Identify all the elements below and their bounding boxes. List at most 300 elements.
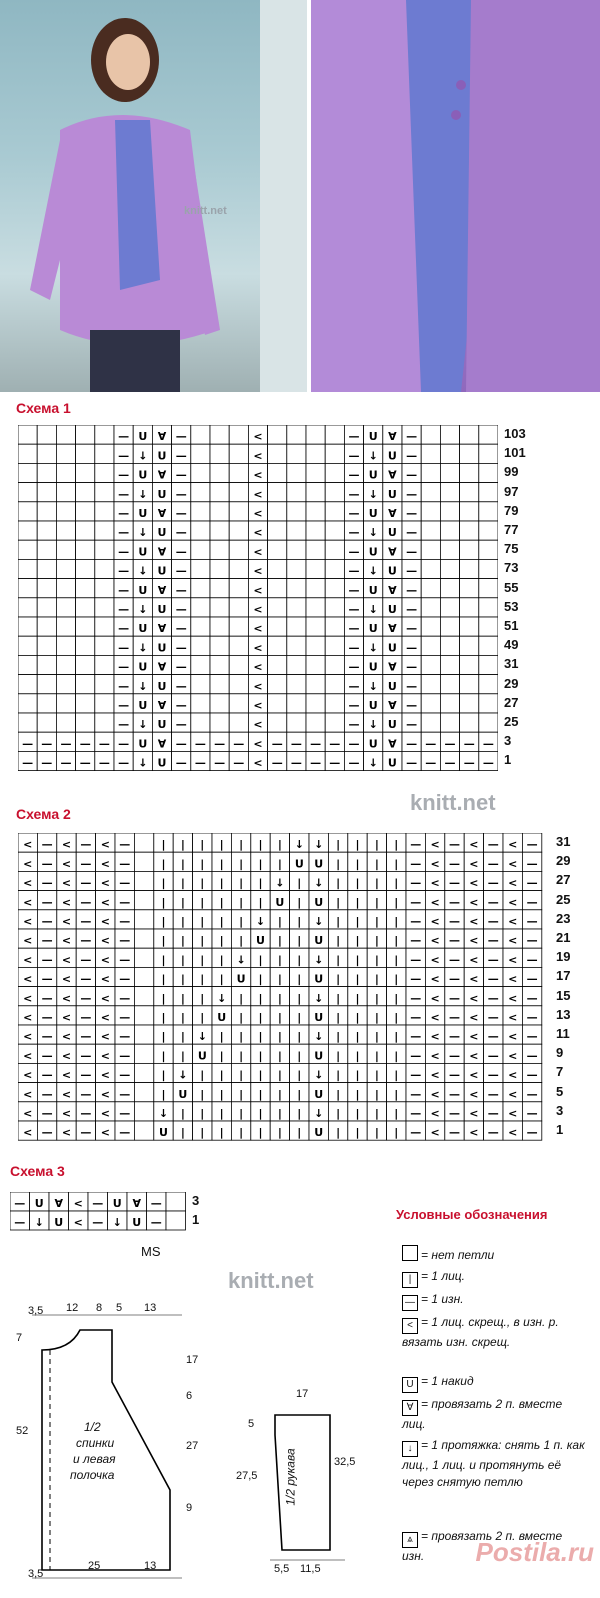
chart-symbol: — [410, 876, 422, 890]
chart-symbol: | [277, 857, 282, 871]
chart-symbol: < [23, 876, 33, 890]
chart-symbol: — [119, 972, 131, 986]
row-label: 73 [504, 560, 519, 576]
chart-symbol: | [374, 876, 379, 890]
chart-cell [76, 579, 95, 598]
chart-symbol: | [200, 1107, 205, 1120]
chart-symbol: < [73, 1197, 83, 1210]
chart-symbol: | [239, 991, 244, 1005]
chart-symbol: — [487, 876, 499, 890]
chart-cell [56, 425, 75, 444]
chart-symbol: U [275, 895, 285, 909]
chart-symbol: | [374, 1068, 379, 1082]
chart-symbol: — [406, 603, 418, 616]
closeup-illustration [311, 0, 600, 392]
chart-symbol: — [348, 545, 360, 559]
chart-symbol: < [253, 583, 263, 597]
chart-symbol: < [61, 1087, 72, 1101]
chart-cell [325, 598, 344, 617]
chart-symbol: ↓ [294, 838, 304, 852]
chart-symbol: ↓ [314, 991, 324, 1005]
chart-symbol: < [469, 972, 479, 986]
legend-symbol: U [402, 1377, 418, 1393]
chart-symbol: | [200, 1087, 205, 1101]
chart-cell [18, 579, 37, 598]
chart-symbol: | [374, 838, 379, 852]
chart-cell [479, 444, 498, 463]
chart-symbol: — [410, 953, 422, 967]
chart-symbol: — [406, 679, 418, 693]
chart-symbol: ∀ [388, 660, 397, 674]
chart-symbol: — [118, 718, 130, 732]
chart-symbol: < [508, 1126, 518, 1140]
chart-symbol: U [314, 1049, 324, 1063]
chart-symbol: | [161, 934, 166, 948]
chart-symbol: | [161, 1030, 166, 1044]
chart-symbol: | [277, 991, 282, 1005]
chart-cell [479, 559, 498, 578]
chart-cell [268, 579, 287, 598]
chart-symbol: | [277, 1068, 282, 1082]
chart-cell [95, 444, 114, 463]
chart-symbol: | [336, 1011, 341, 1024]
chart-symbol: | [161, 1011, 166, 1024]
chart-cell [18, 675, 37, 694]
chart-cell [421, 502, 440, 521]
chart-cell [76, 502, 95, 521]
chart-symbol: < [253, 507, 263, 520]
chart-symbol: — [449, 972, 460, 986]
chart-symbol: U [368, 660, 378, 674]
chart-symbol: < [253, 487, 263, 501]
chart-cell [95, 655, 114, 674]
chart-cell [18, 425, 37, 444]
chart-symbol: — [482, 756, 494, 770]
row-label: 9 [556, 1045, 564, 1061]
chart-cell [76, 540, 95, 559]
chart-cell [134, 1044, 153, 1063]
chart-cell [76, 675, 95, 694]
chart-symbol: — [80, 857, 92, 871]
chart-cell [421, 636, 440, 655]
chart-cell [95, 617, 114, 636]
chart-symbol: — [449, 1087, 460, 1101]
chart-symbol: | [394, 972, 399, 986]
chart-symbol: < [61, 1030, 72, 1044]
chart-symbol: — [449, 953, 460, 967]
chart-cell [287, 483, 306, 502]
chart-cell [37, 636, 56, 655]
legend-symbol [402, 1245, 418, 1261]
chart-symbol: — [410, 1011, 422, 1024]
chart-cell [229, 483, 248, 502]
chart-symbol: — [290, 756, 302, 770]
chart-cell [229, 540, 248, 559]
chart-symbol: | [374, 972, 379, 986]
chart-symbol: | [239, 838, 244, 852]
chart-symbol: — [348, 583, 360, 597]
chart-symbol: < [100, 857, 110, 871]
chart-cell [287, 655, 306, 674]
chart-symbol: — [406, 449, 418, 463]
chart-cell [56, 713, 75, 732]
chart-cell [440, 694, 459, 713]
chart-symbol: — [406, 699, 418, 712]
chart-symbol: — [526, 934, 538, 948]
chart-symbol: | [336, 1068, 341, 1082]
chart-cell [76, 521, 95, 540]
chart-symbol: | [239, 1011, 244, 1024]
chart-symbol: < [430, 1030, 440, 1044]
chart-cell [440, 540, 459, 559]
chart-cell [268, 502, 287, 521]
chart-symbol: U [138, 583, 148, 597]
chart-symbol: | [180, 1126, 185, 1140]
chart-symbol: < [508, 876, 518, 890]
chart-symbol: ∀ [388, 430, 397, 444]
chart-cell [56, 521, 75, 540]
chart-symbol: < [23, 1011, 33, 1024]
chart-symbol: — [348, 660, 360, 674]
chart-cell [287, 502, 306, 521]
chart-symbol: — [118, 468, 130, 482]
chart-cell [325, 579, 344, 598]
chart-symbol: — [487, 1030, 499, 1044]
chart-cell [421, 559, 440, 578]
chart-symbol: — [118, 641, 130, 655]
chart-symbol: — [406, 507, 418, 520]
chart-symbol: | [355, 1107, 360, 1120]
chart-symbol: — [410, 1126, 422, 1140]
chart-symbol: | [355, 857, 360, 871]
legend-skp: ↓ = 1 протяжка: снять 1 п. как лиц., 1 лиц. и протянуть её через снятую петлю [402, 1438, 585, 1489]
row-label: 27 [504, 694, 519, 710]
chart-symbol: — [175, 603, 187, 616]
chart-symbol: — [41, 895, 53, 909]
chart-symbol: — [406, 564, 418, 578]
chart-symbol: | [297, 1107, 302, 1120]
chart-symbol: < [61, 1011, 72, 1024]
chart-cell [479, 713, 498, 732]
chart-symbol: | [161, 991, 166, 1005]
chart-symbol: ↓ [138, 526, 148, 540]
dim-right-4: 9 [186, 1502, 193, 1514]
chart-cell [37, 521, 56, 540]
chart-symbol: | [258, 1107, 263, 1120]
chart-symbol: U [368, 737, 378, 751]
scheme1-grid [18, 425, 498, 775]
chart-symbol: < [61, 991, 72, 1005]
chart-symbol: U [314, 934, 324, 948]
chart-symbol: < [469, 1087, 479, 1101]
chart-symbol: ∀ [157, 468, 167, 482]
model-photo-closeup [311, 0, 600, 392]
chart-symbol: — [487, 895, 499, 909]
chart-cell [56, 675, 75, 694]
chart-cell [37, 425, 56, 444]
chart-symbol: | [161, 953, 166, 967]
chart-symbol: — [526, 895, 538, 909]
chart-symbol: U [256, 934, 265, 948]
chart-symbol: — [119, 857, 131, 871]
chart-symbol: < [469, 857, 479, 871]
chart-symbol: ∀ [388, 737, 397, 751]
chart-cell [268, 425, 287, 444]
chart-symbol: U [368, 430, 378, 444]
chart-symbol: — [526, 1126, 538, 1140]
chart-symbol: | [258, 1030, 263, 1044]
chart-cell [440, 713, 459, 732]
chart-cell [37, 579, 56, 598]
chart-symbol: < [430, 1126, 440, 1140]
chart-symbol: | [355, 972, 360, 986]
chart-cell [421, 540, 440, 559]
chart-symbol: — [214, 737, 226, 751]
chart-cell [325, 694, 344, 713]
chart-symbol: U [387, 679, 397, 693]
chart-symbol: U [197, 1049, 207, 1063]
chart-cell [56, 559, 75, 578]
chart-symbol: ↓ [138, 603, 148, 616]
chart-cell [76, 463, 95, 482]
chart-symbol: — [348, 526, 360, 540]
row-label: 1 [504, 752, 512, 768]
row-label: 25 [556, 891, 571, 907]
chart-symbol: — [150, 1197, 162, 1210]
chart-symbol: | [239, 1107, 244, 1120]
chart-cell [95, 713, 114, 732]
chart-symbol: — [119, 1049, 131, 1063]
chart-cell [134, 967, 153, 986]
chart-cell [18, 713, 37, 732]
chart-cell [191, 655, 210, 674]
chart-symbol: — [175, 679, 187, 693]
chart-symbol: — [118, 526, 130, 540]
chart-symbol: ↓ [368, 718, 378, 732]
chart-symbol: — [41, 857, 53, 871]
chart-symbol: < [469, 1068, 479, 1082]
chart-cell [440, 598, 459, 617]
chart-cell [18, 694, 37, 713]
chart-symbol: | [277, 915, 282, 928]
chart-symbol: < [23, 953, 33, 967]
chart-symbol: — [41, 953, 53, 967]
chart-cell [440, 675, 459, 694]
chart-cell [229, 598, 248, 617]
chart-cell [268, 617, 287, 636]
chart-symbol: — [175, 737, 187, 751]
chart-symbol: < [23, 1126, 33, 1140]
chart-symbol: — [348, 622, 360, 636]
legend-title: Условные обозначения [396, 1207, 548, 1222]
chart-cell [191, 540, 210, 559]
chart-symbol: — [348, 699, 360, 712]
row-label: 11 [556, 1026, 570, 1041]
chart-cell [306, 713, 325, 732]
chart-symbol: | [336, 895, 341, 909]
chart-symbol: | [219, 953, 224, 967]
chart-symbol: | [219, 915, 224, 928]
chart-cell [479, 617, 498, 636]
chart-symbol: < [23, 1030, 33, 1044]
chart-cell [37, 559, 56, 578]
chart-symbol: — [194, 737, 206, 751]
chart-cell [306, 617, 325, 636]
chart-symbol: < [430, 895, 440, 909]
chart-symbol: — [410, 934, 422, 948]
chart-symbol: | [297, 1068, 302, 1082]
chart-symbol: — [487, 1107, 499, 1120]
chart-symbol: U [368, 545, 378, 559]
chart-symbol: | [297, 1049, 302, 1063]
chart-symbol: | [277, 953, 282, 967]
chart-symbol: | [355, 953, 360, 967]
chart-symbol: — [482, 737, 494, 751]
chart-symbol: < [100, 1107, 110, 1120]
chart-symbol: — [425, 737, 437, 751]
chart-symbol: | [394, 953, 399, 967]
chart-symbol: — [406, 545, 418, 559]
sleeve-bottom-1: 5,5 [274, 1563, 290, 1575]
chart-symbol: | [161, 857, 166, 871]
chart-symbol: | [336, 876, 341, 890]
chart-symbol: — [526, 857, 538, 871]
chart-symbol: ∀ [157, 622, 167, 636]
chart-symbol: < [61, 1107, 72, 1120]
chart-symbol: < [430, 1087, 440, 1101]
chart-cell [134, 1063, 153, 1082]
chart-symbol: | [180, 953, 185, 967]
chart-symbol: < [23, 1087, 33, 1101]
chart-cell [37, 598, 56, 617]
chart-cell [191, 713, 210, 732]
chart-cell [18, 559, 37, 578]
chart-cell [191, 502, 210, 521]
chart-cell [287, 675, 306, 694]
chart-symbol: — [80, 838, 92, 852]
chart-symbol: < [508, 1087, 518, 1101]
chart-symbol: ↓ [138, 679, 148, 693]
chart-symbol: U [387, 718, 397, 732]
sleeve-bottom-2: 11,5 [300, 1563, 321, 1575]
chart-cell [229, 444, 248, 463]
chart-symbol: — [14, 1216, 26, 1229]
chart-symbol: < [430, 1107, 440, 1120]
chart-symbol: < [23, 934, 33, 948]
chart-cell [76, 655, 95, 674]
chart-symbol: — [449, 895, 460, 909]
chart-cell [421, 521, 440, 540]
chart-symbol: — [118, 449, 130, 463]
chart-symbol: | [297, 991, 302, 1005]
chart-symbol: ↓ [314, 915, 324, 928]
chart-cell [56, 502, 75, 521]
chart-symbol: — [410, 991, 422, 1005]
chart-symbol: ↓ [314, 953, 324, 967]
scheme3-grid [10, 1192, 200, 1272]
chart-symbol: — [80, 953, 92, 967]
chart-symbol: U [294, 857, 304, 871]
chart-symbol: — [348, 507, 360, 520]
chart-symbol: < [469, 953, 479, 967]
chart-symbol: < [253, 622, 263, 636]
chart-symbol: < [61, 1049, 72, 1063]
legend-purl: — = 1 изн. [402, 1291, 592, 1311]
chart-symbol: < [100, 1011, 110, 1024]
chart-symbol: — [60, 756, 72, 770]
chart-symbol: ∀ [157, 545, 167, 559]
chart-cell [229, 655, 248, 674]
chart-symbol: — [41, 1030, 53, 1044]
chart-cell [479, 483, 498, 502]
chart-symbol: U [368, 583, 378, 597]
chart-symbol: | [394, 1011, 399, 1024]
chart-symbol: — [175, 526, 187, 540]
chart-symbol: — [80, 1011, 92, 1024]
chart-cell [95, 425, 114, 444]
chart-symbol: < [100, 1126, 110, 1140]
chart-symbol: — [233, 756, 245, 770]
chart-cell [229, 636, 248, 655]
chart-symbol: U [157, 718, 167, 732]
chart-symbol: < [23, 915, 33, 928]
chart-symbol: | [219, 838, 224, 852]
chart-cell [210, 463, 229, 482]
chart-symbol: < [508, 895, 518, 909]
chart-symbol: — [348, 641, 360, 655]
chart-symbol: — [41, 1049, 53, 1063]
chart-symbol: | [277, 1049, 282, 1063]
chart-symbol: | [180, 934, 185, 948]
chart-symbol: ∀ [157, 583, 167, 597]
chart-symbol: | [258, 876, 263, 890]
chart-cell [268, 483, 287, 502]
row-label: 13 [556, 1006, 571, 1022]
chart-symbol: — [119, 915, 131, 928]
chart-symbol: | [239, 1068, 244, 1082]
chart-symbol: | [258, 1049, 263, 1063]
chart-symbol: — [41, 1068, 53, 1082]
row-label: 21 [556, 930, 571, 945]
chart-symbol: U [387, 603, 397, 616]
chart-cell [325, 502, 344, 521]
chart-symbol: — [348, 564, 360, 578]
chart-symbol: < [61, 953, 72, 967]
chart-symbol: — [41, 1011, 53, 1024]
chart-symbol: ∀ [388, 468, 397, 482]
chart-cell [95, 463, 114, 482]
chart-symbol: ∀ [388, 583, 397, 597]
chart-symbol: — [119, 895, 131, 909]
chart-cell [460, 444, 479, 463]
chart-symbol: — [410, 857, 422, 871]
chart-cell [191, 636, 210, 655]
chart-symbol: | [277, 1107, 282, 1120]
chart-cell [191, 617, 210, 636]
chart-symbol: | [277, 934, 282, 948]
chart-symbol: < [100, 838, 110, 852]
chart-symbol: < [253, 718, 263, 732]
chart-symbol: | [374, 857, 379, 871]
chart-symbol: | [219, 1126, 224, 1140]
chart-cell [134, 1006, 153, 1025]
chart-cell [421, 425, 440, 444]
chart-cell [134, 948, 153, 967]
chart-symbol: < [61, 857, 72, 871]
chart-symbol: — [14, 1197, 26, 1210]
chart-symbol: < [100, 1030, 110, 1044]
row-label: 51 [504, 618, 519, 633]
